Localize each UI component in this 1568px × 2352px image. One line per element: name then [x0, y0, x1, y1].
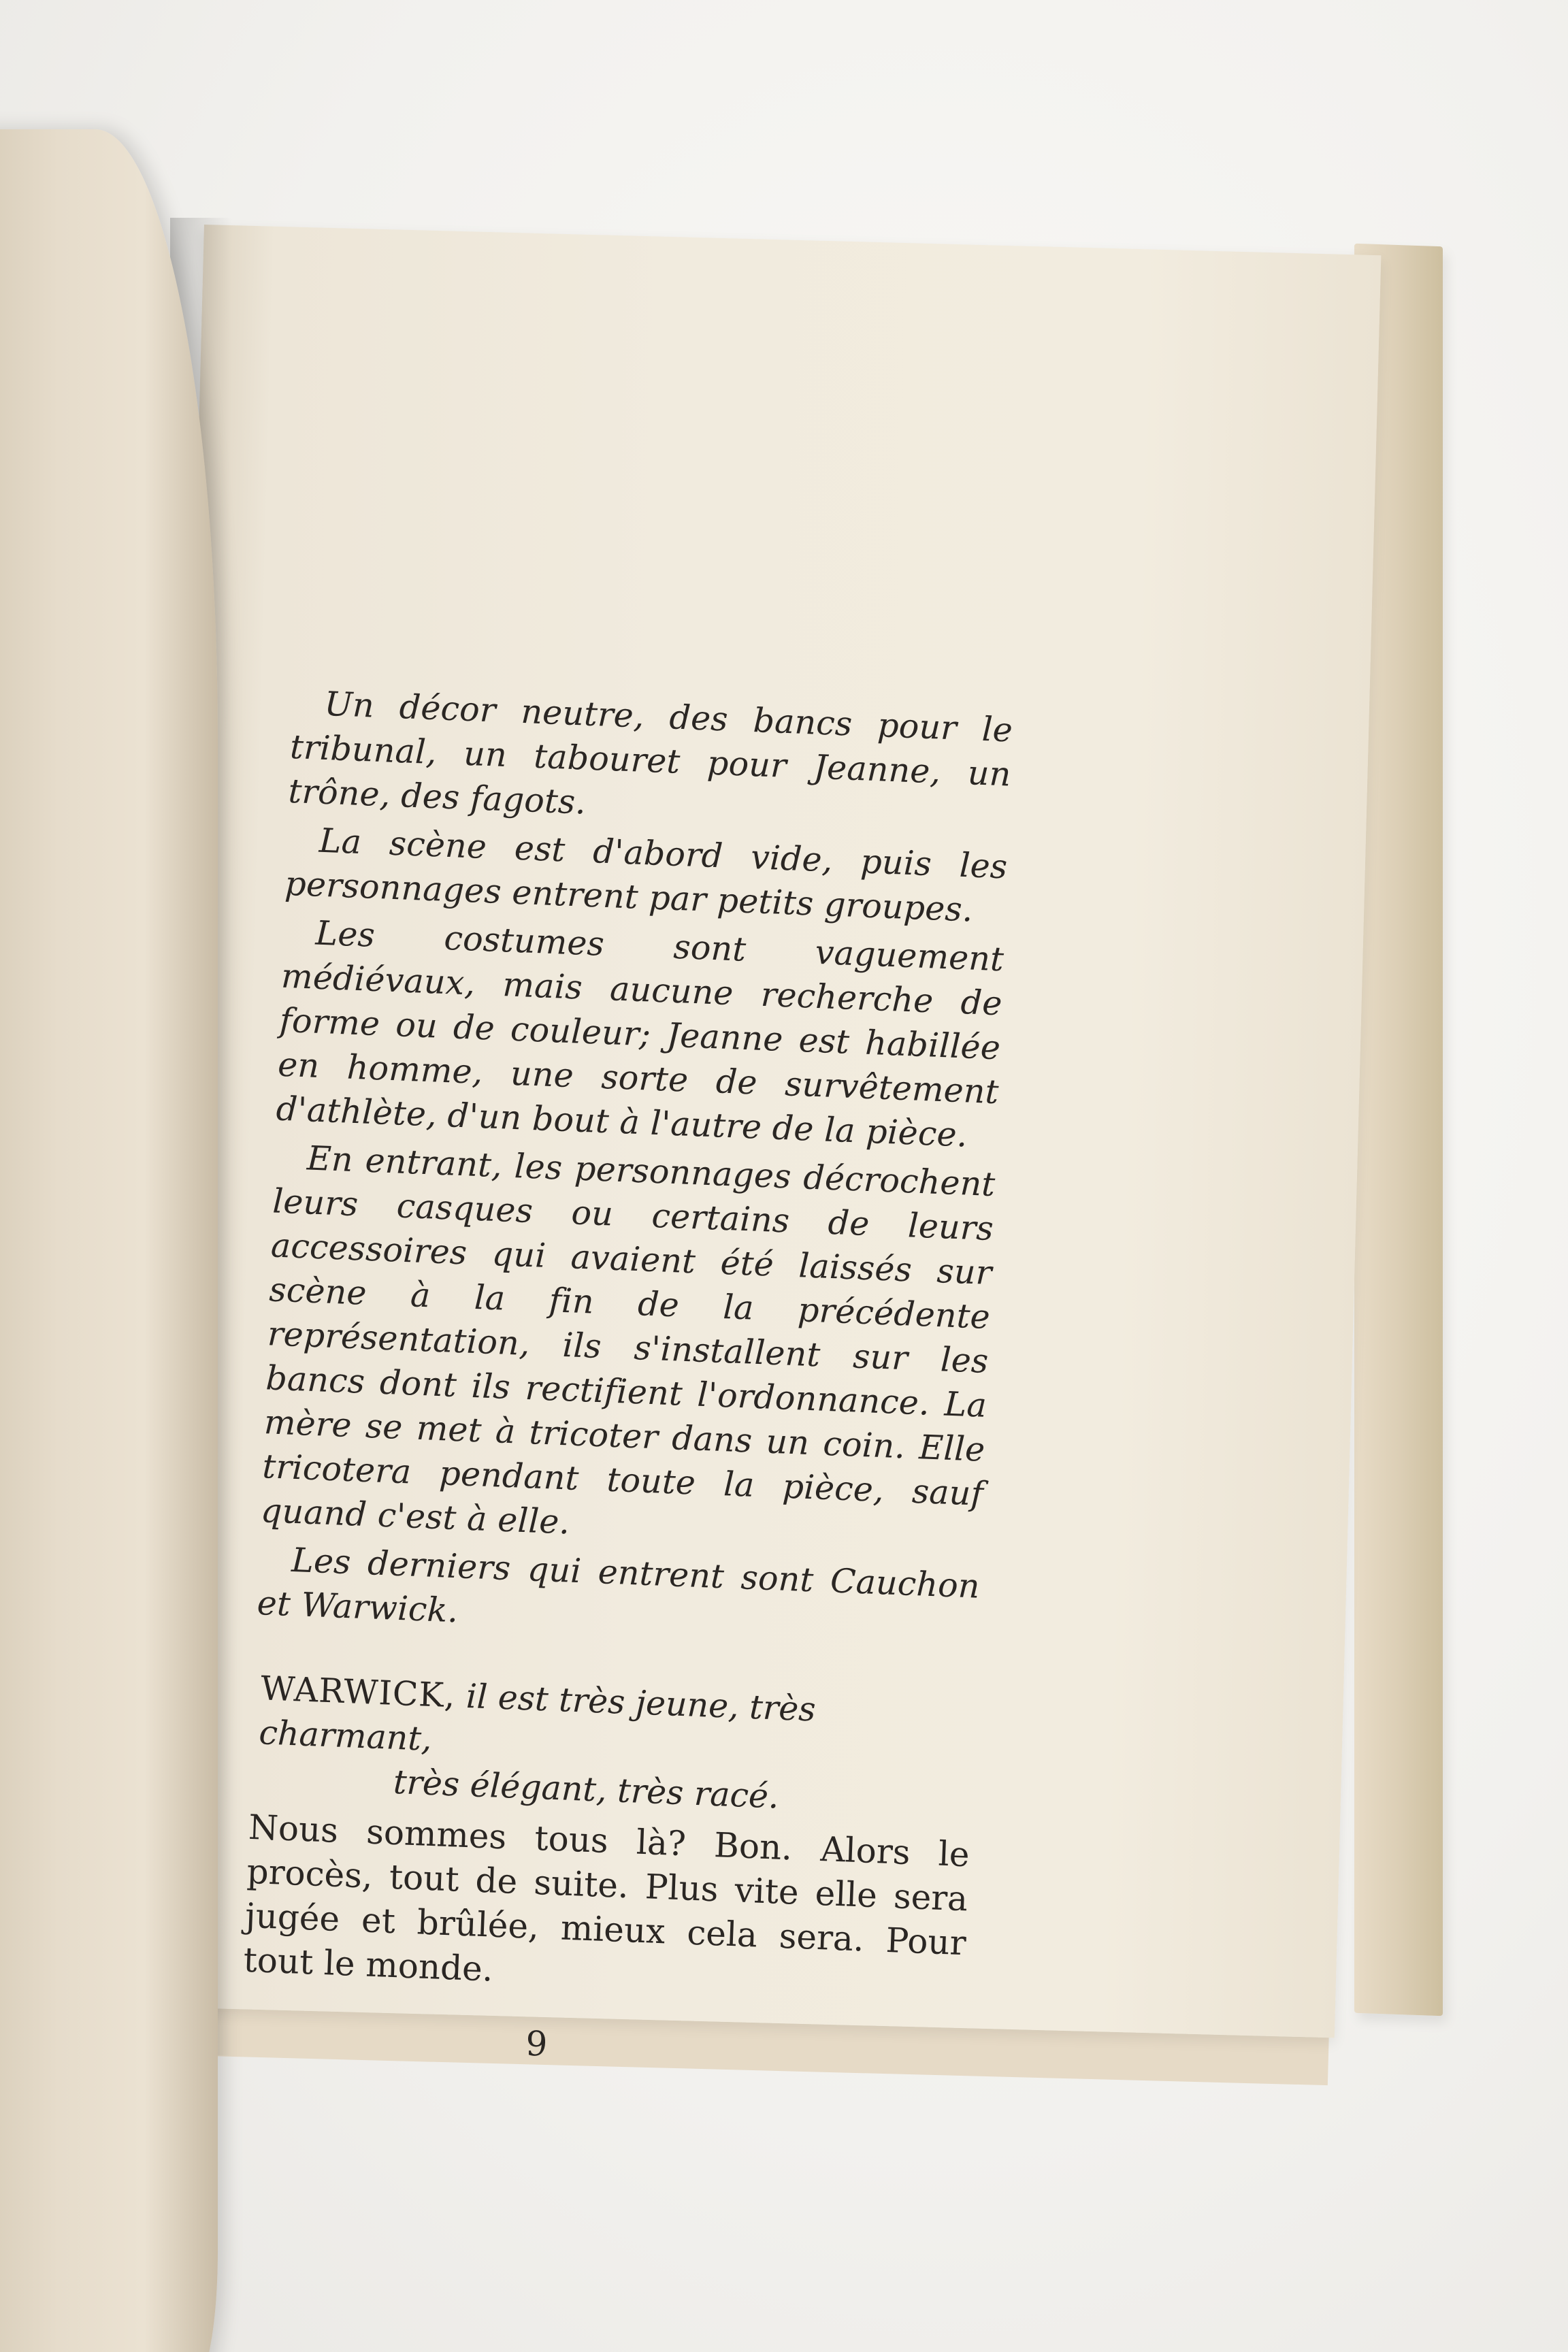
left-page-curl: [0, 129, 218, 2352]
stage-direction-paragraph: En entrant, les personnages décrochent leurs casques ou certains de leurs accessoires qui avaient été laissés sur scène à la fin de la précédente représentation, ils s'installent sur les bancs dont ils rectifient l'ordonnance. La mère se met à tricoter dans un coin. Elle tricotera pendant toute la pièce, sauf quand c'est à elle.: [260, 1139, 996, 1542]
stage-direction-paragraph: Les derniers qui entrent sont Cauchon et Warwick.: [256, 1540, 981, 1631]
speaker-description: il est très jeune, très charmant,: [258, 1676, 817, 1759]
speaker-description-continued: très élégant, très racé.: [392, 1762, 780, 1816]
page-number: 9: [525, 2023, 549, 2064]
speech-text: Nous sommes tous là? Bon. Alors le procès, tout de suite. Plus vite elle sera jugée et brûlée, mieux cela sera. Pour tout le monde.: [242, 1807, 970, 1989]
speaker-name: WARWICK,: [260, 1669, 457, 1716]
stage-direction-paragraph: Un décor neutre, des bancs pour le tribunal, un tabouret pour Jeanne, un trône, des fagots.: [287, 684, 1014, 822]
speaker-heading: [250, 1666, 976, 1827]
stage-directions: [257, 681, 1014, 1653]
stage-direction-paragraph: La scène est d'abord vide, puis les personnages entrent par petits groupes.: [284, 821, 1009, 930]
page-text-block: [240, 681, 1014, 2080]
stage-direction-paragraph: Les costumes sont vaguement médiévaux, mais aucune recherche de forme ou de couleur; Jeanne est habillée en homme, une sorte de survêtement d'athlète, d'un bout à l'autre de la pièce.: [275, 913, 1005, 1155]
